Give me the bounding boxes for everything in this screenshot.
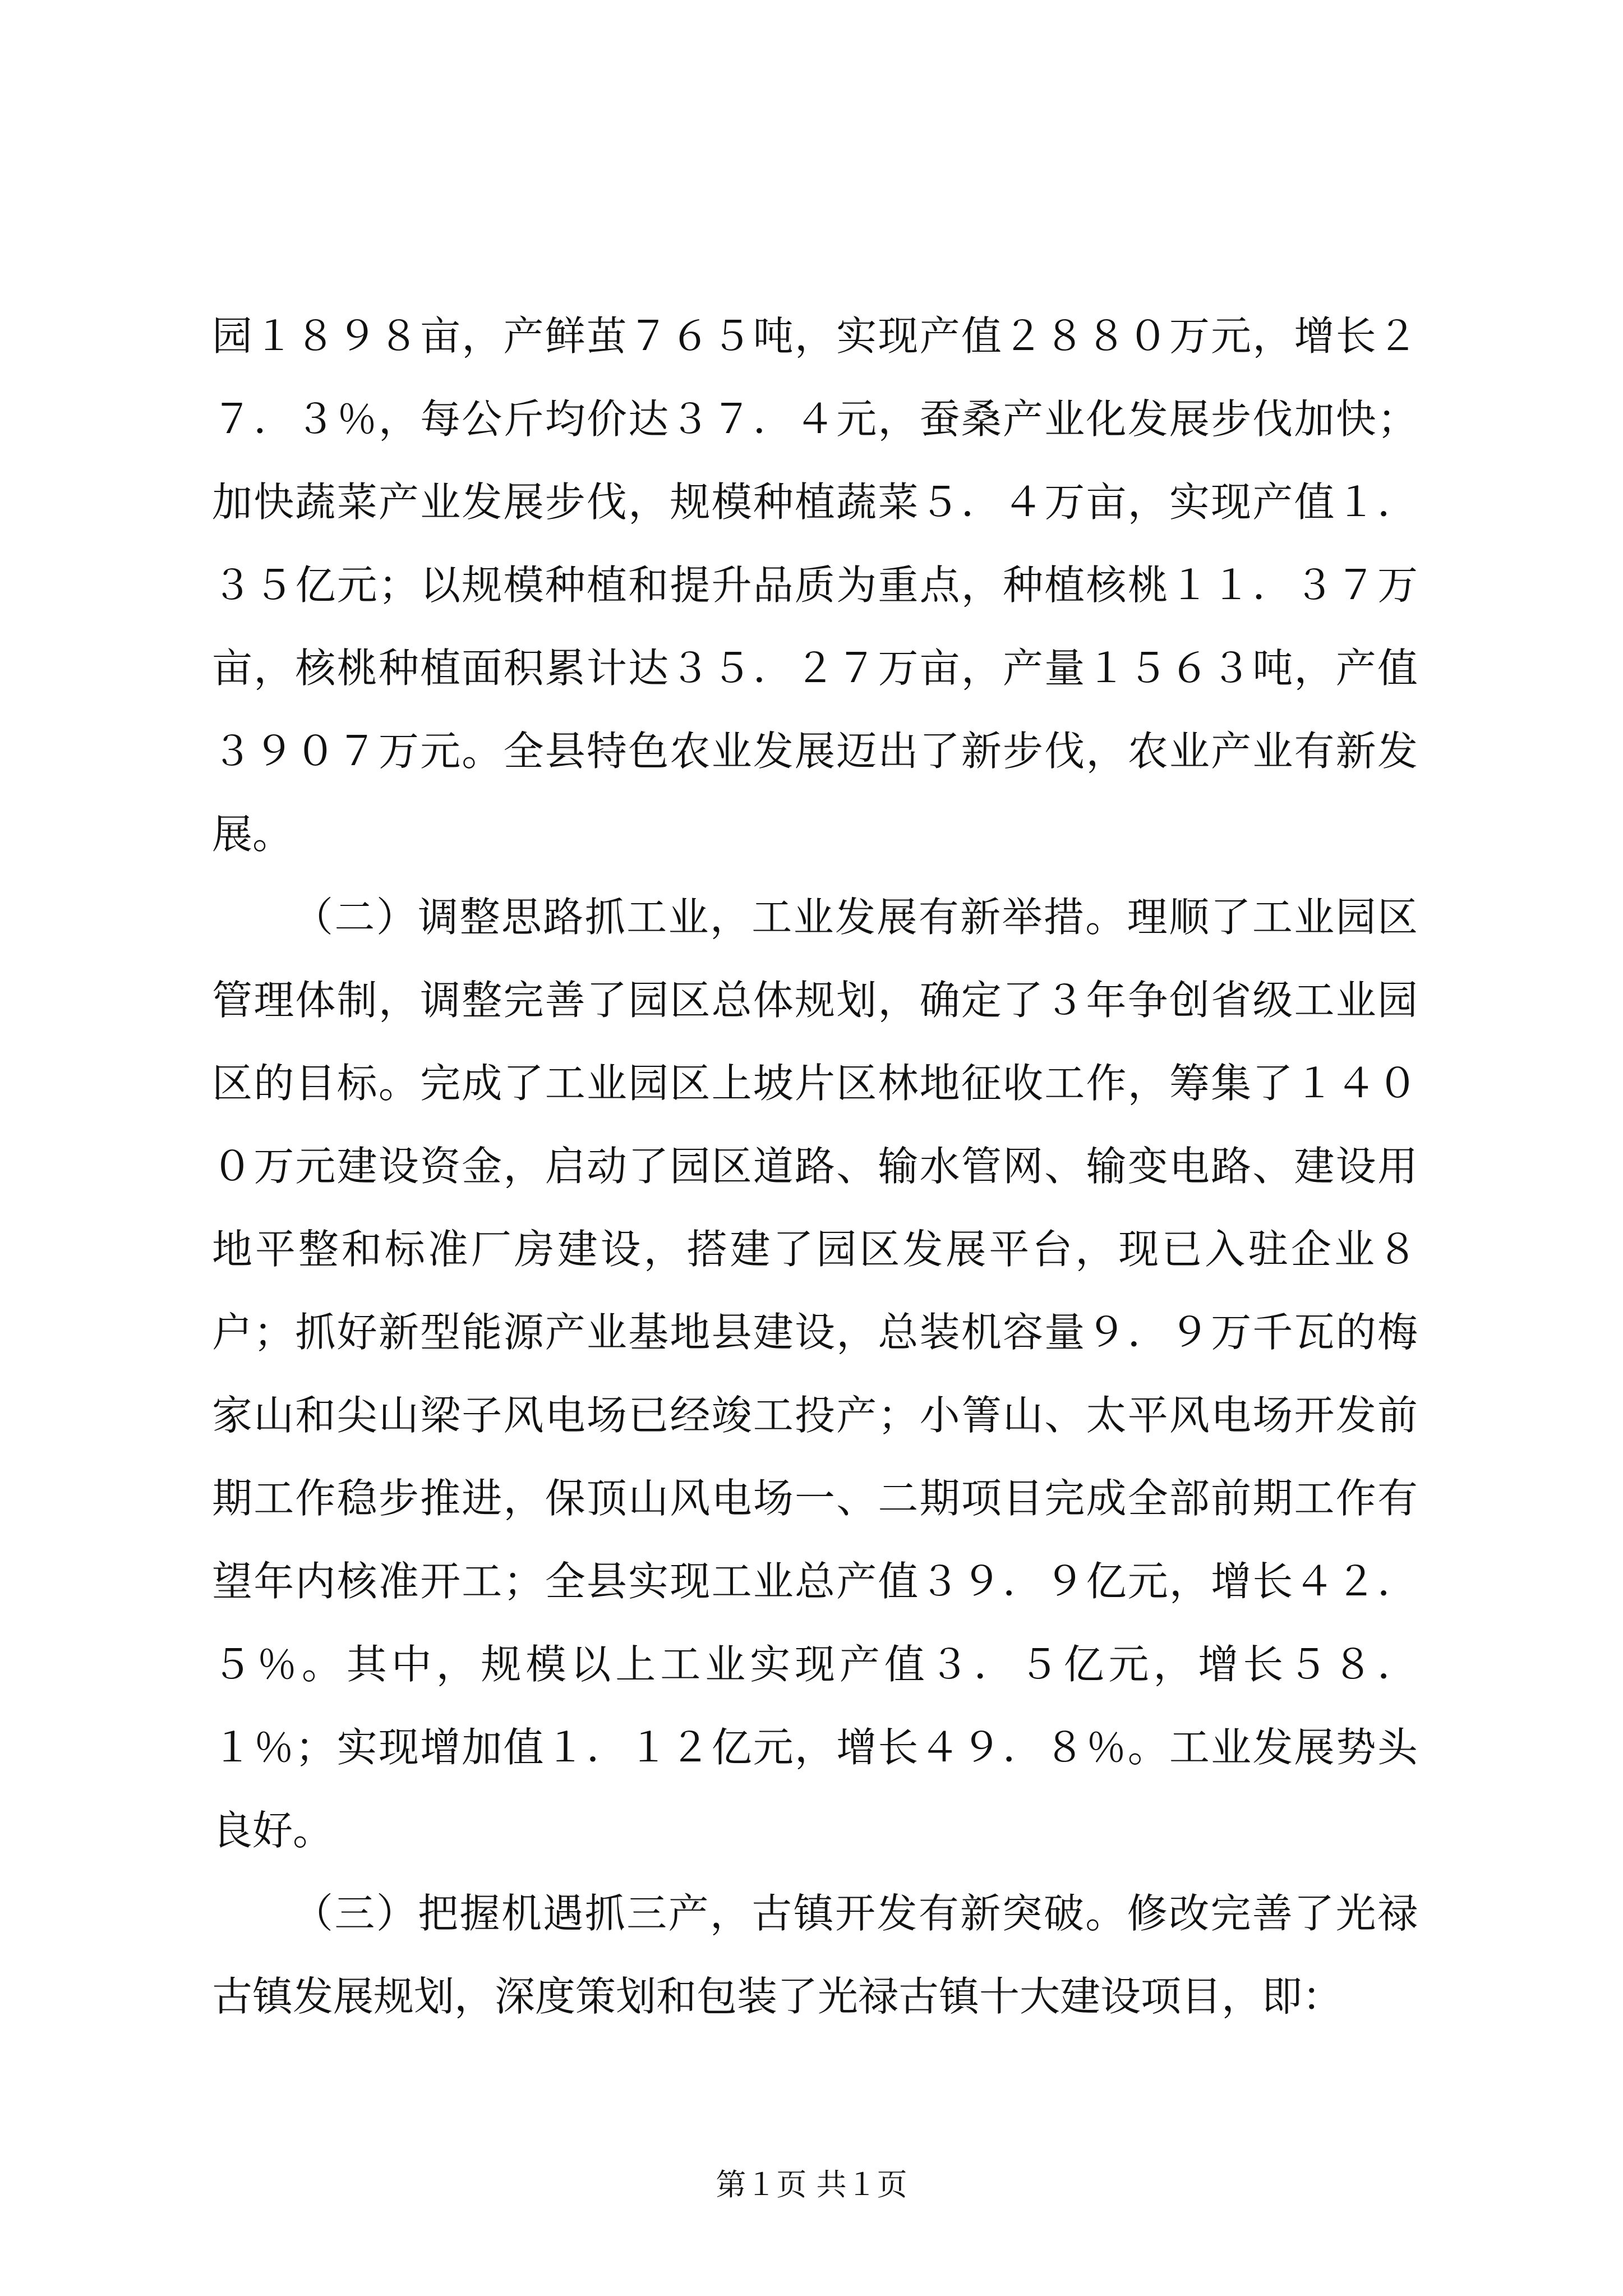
paragraph-agriculture-continued: 园１８９８亩，产鲜茧７６５吨，实现产值２８８０万元，增长２７．３％，每公斤均价达３７．４元，蚕桑产业化发展步伐加快；加快蔬菜产业发展步伐，规模种植蔬菜５．４万亩，实现产值１．３５亿元；以规模种植和提升品质为重点，种植核桃１１．３７万亩，核桃种植面积累计达３５．２７万亩，产量１５６３吨，产值３９０７万元。全县特色农业发展迈出了新步伐，农业产业有新发展。: [212, 312, 1418, 858]
paragraph-tertiary-industry: （三）把握机遇抓三产，古镇开发有新突破。修改完善了光禄古镇发展规划，深度策划和包装了光禄古镇十大建设项目，即：: [212, 1890, 1418, 2020]
document-body: [212, 295, 1418, 2038]
paragraph-industry: （二）调整思路抓工业，工业发展有新举措。理顺了工业园区管理体制，调整完善了园区总体规划，确定了３年争创省级工业园区的目标。完成了工业园区上坡片区林地征收工作，筹集了１４００万元建设资金，启动了园区道路、输水管网、输变电路、建设用地平整和标准厂房建设，搭建了园区发展平台，现已入驻企业８户；抓好新型能源产业基地县建设，总装机容量９．９万千瓦的梅家山和尖山梁子风电场已经竣工投产；小箐山、太平风电场开发前期工作稳步推进，保顶山风电场一、二期项目完成全部前期工作有望年内核准开工；全县实现工业总产值３９．９亿元，增长４２．５％。其中，规模以上工业实现产值３．５亿元，增长５８．１％；实现增加值１．１２亿元，增长４９．８％。工业发展势头良好。: [212, 894, 1418, 1854]
page-footer: [0, 2165, 1623, 2205]
page-number: 第１页 共１页: [716, 2167, 907, 2202]
